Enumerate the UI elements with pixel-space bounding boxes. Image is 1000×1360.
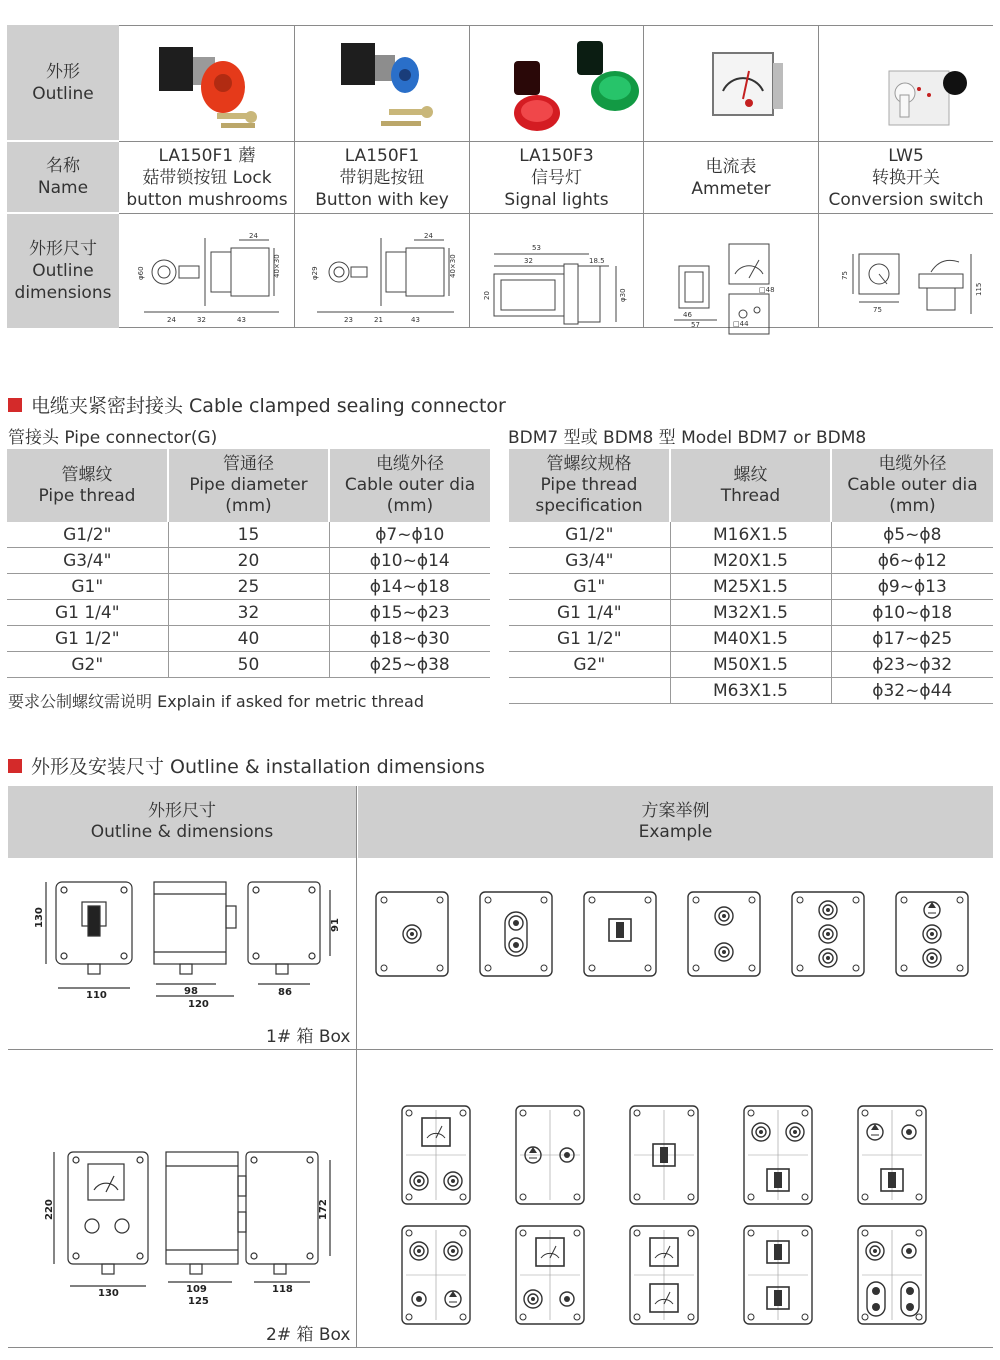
dim-label: □44 (733, 320, 749, 328)
table-cell: ϕ6~ϕ12 (831, 548, 993, 574)
table-row (509, 652, 993, 678)
example-box2-1 (402, 1106, 470, 1204)
header-line: Cable outer dia (847, 475, 978, 495)
header-line: (mm) (386, 496, 434, 516)
table-cell: ϕ32~ϕ44 (831, 678, 993, 704)
header-line: Thread (720, 485, 781, 506)
dim-label: 23 (344, 316, 353, 324)
dim-label: φ60 (137, 266, 145, 280)
item-name-2 (295, 142, 469, 213)
header-line: 管螺纹 (61, 464, 113, 485)
table-row (7, 626, 490, 652)
example-box2-9 (744, 1226, 812, 1324)
header-line: (mm) (889, 496, 936, 516)
table-cell: G3/4" (7, 548, 168, 574)
dim-label: 130 (34, 907, 45, 928)
example-box2-10 (858, 1226, 926, 1324)
example-box1-6 (896, 892, 968, 976)
table-cell: ϕ25~ϕ38 (329, 652, 490, 678)
dim-label: φ30 (619, 288, 627, 302)
table-cell: 15 (168, 522, 329, 548)
table-cell: G3/4" (509, 548, 670, 574)
item-name-4 (644, 142, 818, 213)
table-cell: ϕ15~ϕ23 (329, 600, 490, 626)
dim-label: 18.5 (589, 257, 605, 265)
row-header-name (7, 142, 119, 212)
table-header-row (509, 449, 993, 522)
section-title: 电缆夹紧密封接头 Cable clamped sealing connector (31, 395, 506, 417)
table-cell: 20 (168, 548, 329, 574)
section-heading-cable-connector (8, 391, 506, 418)
header-line: 电缆外径 (376, 454, 444, 474)
key-button-image (341, 43, 433, 126)
header-line: Pipe diameter (189, 475, 308, 495)
table-header-row (7, 449, 490, 522)
table-cell: M40X1.5 (670, 626, 831, 652)
header-line: 管螺纹规格 (546, 454, 632, 474)
dim-label: 43 (237, 316, 246, 324)
box1-label: 1# 箱 Box (266, 1027, 351, 1047)
table-cell: G1" (509, 574, 670, 600)
conversion-switch-image (889, 71, 967, 125)
dimension-drawings (119, 214, 993, 327)
col-header-thread-spec (509, 449, 670, 522)
example-box2-3 (630, 1106, 698, 1204)
header-line: 螺纹 (733, 464, 768, 485)
dim-label: 115 (975, 282, 983, 296)
row-header-name-cn: 名称 (46, 156, 80, 176)
col-header-line: 外形尺寸 (148, 801, 216, 821)
item-name-line: LA150F1 (344, 145, 420, 166)
dim-label: 120 (188, 999, 209, 1010)
item-name-line: Ammeter (691, 178, 771, 199)
product-images (119, 25, 993, 141)
table-cell: G1" (7, 574, 168, 600)
section-heading-outline-install (8, 752, 485, 779)
table-row (509, 626, 993, 652)
table-row (7, 522, 490, 548)
header-line: Cable outer dia (344, 475, 476, 495)
table-cell: ϕ10~ϕ14 (329, 548, 490, 574)
divider (119, 327, 993, 328)
col-header-line: Example (638, 822, 713, 842)
ammeter-image (713, 53, 783, 115)
table-row (509, 574, 993, 600)
table-row (7, 574, 490, 600)
row-header-outline-en: Outline (32, 83, 94, 104)
component-table (7, 25, 993, 328)
item-name-line: 带钥匙按钮 (339, 167, 425, 188)
table-row (7, 600, 490, 626)
table-cell: M16X1.5 (670, 522, 831, 548)
row-header-dim-cn: 外形尺寸 (29, 239, 97, 259)
box2-outline-drawing (8, 1146, 356, 1307)
dim-label: 40×30 (273, 254, 281, 278)
example-box1-5 (792, 892, 864, 976)
dim-label: 75 (841, 271, 849, 280)
table-row (509, 678, 993, 704)
table-cell: ϕ23~ϕ32 (831, 652, 993, 678)
example-box2-4 (744, 1106, 812, 1204)
item-name-line: Button with key (315, 189, 449, 210)
item-name-3 (470, 142, 643, 213)
dim-label: 57 (691, 321, 700, 329)
example-box2-2 (516, 1106, 584, 1204)
table-cell: G1/2" (509, 522, 670, 548)
row-header-dimensions (7, 214, 119, 328)
example-box1-1 (376, 892, 448, 976)
table-cell: M32X1.5 (670, 600, 831, 626)
dim-label: 32 (197, 316, 206, 324)
table-cell: G1 1/4" (509, 600, 670, 626)
table-cell: ϕ7~ϕ10 (329, 522, 490, 548)
dim-label: 98 (184, 986, 198, 997)
row-header-dim-en1: Outline (32, 261, 94, 281)
example-box2-5 (858, 1106, 926, 1204)
dim-label: 43 (411, 316, 420, 324)
dim-label: 21 (374, 316, 383, 324)
dim-label: 24 (424, 232, 433, 240)
col-header-example (358, 786, 993, 858)
dim-label: 40×30 (449, 254, 457, 278)
table-cell (509, 678, 670, 704)
mushroom-button-image (159, 47, 257, 128)
header-line: Pipe thread (540, 475, 638, 495)
table-cell: M25X1.5 (670, 574, 831, 600)
dim-label: 220 (44, 1199, 55, 1220)
dim-label: 86 (278, 987, 292, 998)
table-cell: M63X1.5 (670, 678, 831, 704)
dim-label: 172 (318, 1199, 329, 1220)
red-square-icon (8, 759, 22, 773)
col-header-cable-dia (329, 449, 490, 522)
col-header-line: 方案举例 (641, 801, 710, 821)
signal-lights-image (514, 41, 639, 131)
divider (356, 786, 357, 1348)
dim-label: 53 (532, 244, 541, 252)
table-cell: 50 (168, 652, 329, 678)
table-cell: 32 (168, 600, 329, 626)
dim-label: 91 (330, 918, 341, 932)
dim-label: □48 (759, 286, 775, 294)
col-header-pipe-thread (7, 449, 168, 522)
table-cell: G1/2" (7, 522, 168, 548)
header-line: 电缆外径 (878, 454, 947, 474)
table-row (7, 652, 490, 678)
col-header-line: Outline & dimensions (90, 822, 274, 842)
item-name-line: 菇带锁按钮 Lock (142, 167, 272, 188)
dim-label: 46 (683, 311, 692, 319)
section-title: 外形及安装尺寸 Outline & installation dimensions (31, 756, 485, 778)
col-header-thread (670, 449, 831, 522)
item-name-5 (819, 142, 993, 213)
item-name-line: Signal lights (504, 189, 609, 210)
col-header-outline (8, 786, 356, 858)
example-panels (358, 866, 993, 1346)
row-header-outline (7, 25, 119, 140)
item-name-line: 信号灯 (531, 167, 582, 188)
item-name-line: LA150F3 (519, 145, 594, 166)
pipe-connector-table (7, 449, 490, 678)
table-cell: G1 1/2" (509, 626, 670, 652)
header-line: 管通径 (223, 454, 274, 474)
table-row (509, 548, 993, 574)
item-name-1 (120, 142, 294, 213)
item-name-line: LW5 (888, 145, 924, 166)
dim-label: 75 (873, 306, 882, 314)
table-cell: G2" (7, 652, 168, 678)
dim-label: 24 (167, 316, 176, 324)
table-cell: ϕ18~ϕ30 (329, 626, 490, 652)
table-cell: 40 (168, 626, 329, 652)
table-cell: ϕ9~ϕ13 (831, 574, 993, 600)
table-cell: ϕ10~ϕ18 (831, 600, 993, 626)
example-box2-6 (402, 1226, 470, 1324)
col-header-cable-dia (831, 449, 993, 522)
example-box2-7 (516, 1226, 584, 1324)
item-name-line: button mushrooms (126, 189, 288, 210)
table-cell: G1 1/4" (7, 600, 168, 626)
col-header-pipe-diameter (168, 449, 329, 522)
metric-thread-note: 要求公制螺纹需说明 Explain if asked for metric thread (8, 692, 424, 711)
table-row (7, 548, 490, 574)
dim-label: 130 (98, 1288, 119, 1299)
table-cell: ϕ17~ϕ25 (831, 626, 993, 652)
row-header-outline-cn: 外形 (46, 61, 80, 82)
model-title: BDM7 型或 BDM8 型 Model BDM7 or BDM8 (508, 428, 867, 448)
header-line: (mm) (225, 496, 272, 516)
box1-outline-drawing (8, 876, 356, 1016)
outline-section (8, 786, 993, 1348)
table-row (509, 522, 993, 548)
table-cell: G1 1/2" (7, 626, 168, 652)
dim-label: 110 (86, 990, 107, 1001)
table-cell: ϕ5~ϕ8 (831, 522, 993, 548)
header-line: Pipe thread (38, 485, 136, 506)
pipe-connector-title: 管接头 Pipe connector(G) (8, 428, 218, 448)
row-header-dim-en2: dimensions (14, 283, 112, 303)
table-row (509, 600, 993, 626)
dim-label: 118 (272, 1284, 293, 1295)
table-cell: M20X1.5 (670, 548, 831, 574)
dim-label: 125 (188, 1296, 209, 1307)
header-line: specification (535, 496, 643, 516)
box2-label: 2# 箱 Box (266, 1325, 351, 1345)
divider (8, 1347, 993, 1348)
table-cell: ϕ14~ϕ18 (329, 574, 490, 600)
item-name-line: 电流表 (705, 156, 757, 177)
dim-label: 20 (483, 291, 491, 300)
item-name-line: Conversion switch (828, 189, 984, 210)
example-box1-3 (584, 892, 656, 976)
table-cell: M50X1.5 (670, 652, 831, 678)
table-cell: 25 (168, 574, 329, 600)
item-name-line: LA150F1 蘑 (158, 145, 256, 166)
example-box2-8 (630, 1226, 698, 1324)
row-header-name-en: Name (37, 178, 89, 198)
red-square-icon (8, 398, 22, 412)
example-box1-4 (688, 892, 760, 976)
bdm-table (509, 449, 993, 704)
item-name-line: 转换开关 (872, 167, 940, 188)
example-box1-2 (480, 892, 552, 976)
dim-label: 24 (249, 232, 258, 240)
table-cell: G2" (509, 652, 670, 678)
dim-label: 109 (186, 1284, 207, 1295)
dim-label: φ29 (311, 266, 319, 280)
dim-label: 32 (524, 257, 533, 265)
